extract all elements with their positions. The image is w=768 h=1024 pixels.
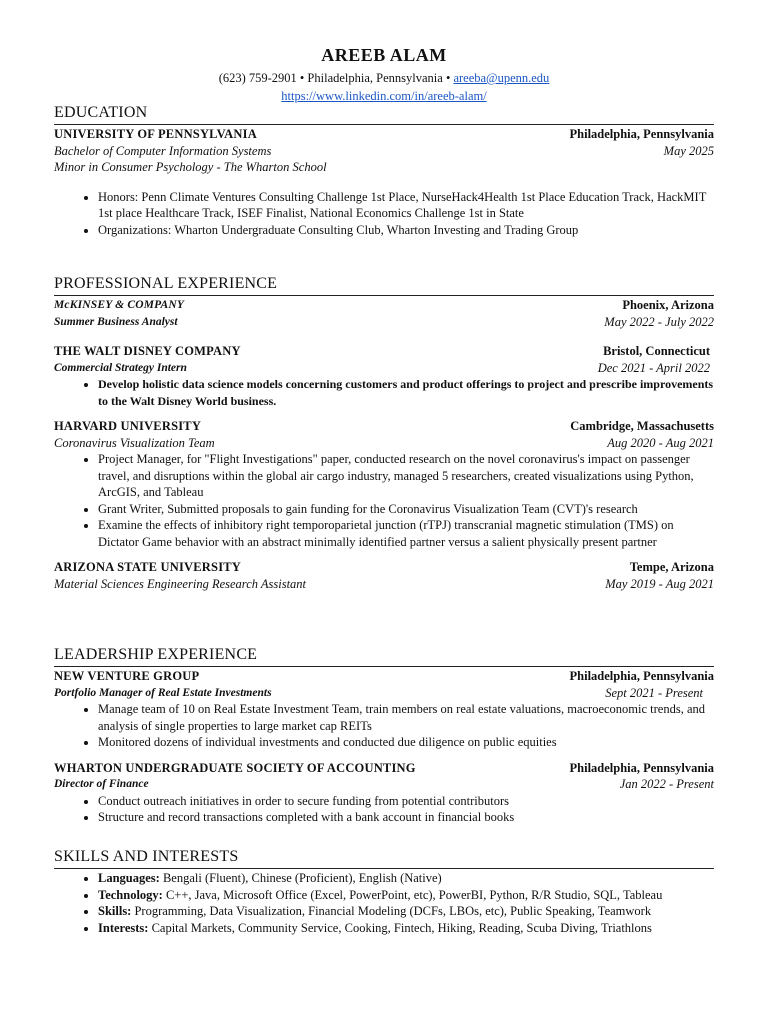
job-role: Commercial Strategy Intern [54,361,187,374]
professional-section [54,275,714,592]
skill-text: Programming, Data Visualization, Financial Modeling (DCFs, LBOs, etc), Public Speaking, Teamwork [131,904,652,918]
job-date: Dec 2021 - April 2022 [597,360,710,375]
list-item [98,887,714,904]
employer-location: Cambridge, Massachusetts [570,419,714,433]
contact-line [0,71,768,86]
employer-name: HARVARD UNIVERSITY [54,419,202,433]
education-section [54,104,714,238]
job-role: Summer Business Analyst [54,315,178,328]
candidate-name: AREEB ALAM [321,45,447,65]
skill-text: C++, Java, Microsoft Office (Excel, PowerPoint, etc), PowerBI, Python, R/R Studio, SQL, Tableau [162,887,663,902]
skill-label: Languages: [98,871,160,885]
list-item: • Structure and record transactions completed with a bank account in financial books [98,809,714,826]
employer-name: ARIZONA STATE UNIVERSITY [54,560,242,574]
organization-name: NEW VENTURE GROUP [54,669,200,683]
graduation-date: May 2025 [663,143,714,158]
job-date: May 2019 - Aug 2021 [605,576,714,591]
organization-location: Philadelphia, Pennsylvania [569,760,714,775]
employer-name: THE WALT DISNEY COMPANY [54,344,241,358]
section-title-leadership: LEADERSHIP EXPERIENCE [54,646,714,667]
school-location: Philadelphia, Pennsylvania [569,127,714,141]
email-link[interactable]: areeba@upenn.edu [453,71,550,85]
list-item: • Organizations: Wharton Undergraduate Consulting Club, Wharton Investing and Trading Group [98,222,714,239]
skills-list [54,870,714,936]
list-item: • Honors: Penn Climate Ventures Consulting Challenge 1st Place, NurseHack4Health 1st Place Education Track, HackMIT 1st place Healthcare Track, ISEF Finalist, National Economics Challenge 1st in State [98,189,714,222]
skill-label: Interests: [98,920,149,935]
list-item: • Examine the effects of inhibitory right temporoparietal junction (rTPJ) transcranial magnetic stimulation (TMS) on Dictator Game behavior with an abstract minimally identified partner versus a salient physically present partner [98,517,714,550]
leadership-date: Jan 2022 - Present [619,777,714,791]
list-item: • Manage team of 10 on Real Estate Investment Team, train members on real estate valuations, macroeconomic trends, and analysis of single properties to large market cap REITs [98,701,714,734]
job-role: Coronavirus Visualization Team [54,435,215,450]
section-title-education: EDUCATION [54,104,714,125]
employer-location: Tempe, Arizona [629,560,714,574]
skill-label: Technology: [98,887,163,902]
section-title-skills: SKILLS AND INTERESTS [54,848,714,869]
job-date: May 2022 - July 2022 [604,314,714,329]
leadership-date: Sept 2021 - Present [605,685,703,700]
contact-details: (623) 759-2901 • Philadelphia, Pennsylvania • [218,71,454,85]
employer-location: Bristol, Connecticut [603,344,710,358]
skill-text: Bengali (Fluent), Chinese (Proficient), English (Native) [159,871,442,885]
education-bullets [54,189,714,239]
minor: Minor in Consumer Psychology - The Wharton School [54,160,327,174]
wusa-bullets [54,793,714,826]
list-item [98,870,714,887]
organization-location: Philadelphia, Pennsylvania [569,669,714,683]
employer-name: McKINSEY & COMPANY [54,299,185,311]
linkedin-line [0,89,768,104]
list-item [98,903,714,920]
list-item [98,920,714,937]
list-item: • Grant Writer, Submitted proposals to gain funding for the Coronavirus Visualization Team (CVT)'s research [98,501,714,518]
employer-location: Phoenix, Arizona [622,298,714,312]
school-name: UNIVERSITY OF PENNSYLVANIA [54,127,257,141]
leadership-role: Portfolio Manager of Real Estate Investments [54,686,272,699]
list-item: • Monitored dozens of individual investments and conducted due diligence on public equities [98,734,714,751]
disney-bullets [54,376,714,409]
list-item: • Conduct outreach initiatives in order to secure funding from potential contributors [98,793,714,810]
harvard-bullets [54,451,714,550]
organization-name: WHARTON UNDERGRADUATE SOCIETY OF ACCOUNTING [54,760,416,775]
skill-label: Skills: [98,904,132,918]
nvg-bullets [54,701,714,751]
job-date: Aug 2020 - Aug 2021 [607,435,714,450]
list-item: • Develop holistic data science models concerning customers and product offerings to project and prescribe improvements to the Walt Disney World business. [98,376,714,409]
job-role: Material Sciences Engineering Research Assistant [54,576,307,591]
linkedin-link[interactable]: https://www.linkedin.com/in/areeb-alam/ [281,89,487,103]
section-title-professional: PROFESSIONAL EXPERIENCE [54,275,714,296]
leadership-role: Director of Finance [54,778,149,790]
leadership-section [54,646,714,826]
skills-section [54,848,714,936]
skill-text: Capital Markets, Community Service, Cooking, Fintech, Hiking, Reading, Scuba Diving, Triathlons [148,920,652,935]
degree: Bachelor of Computer Information Systems [54,143,272,158]
list-item: • Project Manager, for "Flight Investigations" paper, conducted research on the novel coronavirus's impact on passenger travel, and disruptions within the global air cargo industry, managed 5 researchers, created visualizations using Python, ArcGIS, and Tableau [98,451,714,501]
